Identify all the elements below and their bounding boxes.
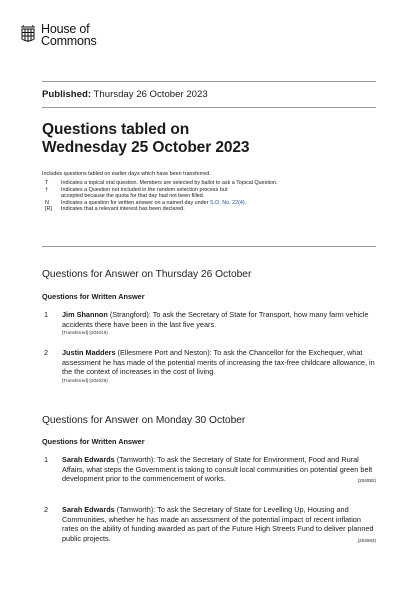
legend-symbol: T xyxy=(45,180,49,186)
logo-line1: House of xyxy=(41,22,90,36)
question-body xyxy=(62,310,376,336)
section-heading: Questions for Answer on Thursday 26 October xyxy=(42,269,252,280)
standing-order-link[interactable]: S.O. No. 22(4) xyxy=(209,199,245,206)
legend-symbol: † xyxy=(45,186,48,193)
legend-text: Indicates a topical oral question. Members are selected by ballot to ask a Topical Question. xyxy=(61,180,278,186)
legend-row xyxy=(42,206,372,213)
section-subheading: Questions for Written Answer xyxy=(42,437,145,446)
constituency: (Strangford): xyxy=(109,310,151,319)
page-title xyxy=(42,121,249,157)
constituency: (Ellesmere Port and Neston): xyxy=(117,348,212,357)
question-item xyxy=(42,505,376,545)
question-number: 2 xyxy=(44,505,49,514)
question-number: 2 xyxy=(44,348,49,357)
house-of-commons-logo xyxy=(19,24,97,47)
member-name: Sarah Edwards xyxy=(62,455,115,464)
question-body xyxy=(62,348,376,384)
published-line xyxy=(42,89,208,100)
question-item xyxy=(42,455,376,486)
question-number: 1 xyxy=(44,310,49,319)
constituency: (Tamworth): xyxy=(116,455,156,464)
question-text: To ask the Secretary of State for Levelling Up, Housing and Communities, whether he has made an assessment of the potential impact of recent inflation rates on the ability of funding awarded as part of the Future High Streets Fund to deliver planned public projects. xyxy=(62,505,374,543)
legend-symbol: N xyxy=(45,199,49,206)
legend-text: Indicates that a relevant interest has been declared. xyxy=(61,206,185,213)
question-item xyxy=(42,310,376,336)
legend-text: Indicates a Question not included in the random selection process but accepted because the quota for that day had not been filled. xyxy=(61,186,228,200)
legend-row xyxy=(42,187,372,200)
published-label: Published: xyxy=(42,89,92,100)
logo-line2: Commons xyxy=(41,33,97,48)
member-name: Jim Shannon xyxy=(62,310,108,319)
divider xyxy=(42,81,376,82)
divider xyxy=(42,246,376,247)
question-number: 1 xyxy=(44,455,49,464)
question-text: To ask the Secretary of State for Environment, Food and Rural Affairs, what steps the Government is taking to consult local communities on potential green belt development prior to the commencement of works. xyxy=(62,455,373,484)
question-text: To ask the Chancellor for the Exchequer, what assessment he has made of the potential merits of increasing the tax-free childcare allowance, in the the context of increases in the cost of living. xyxy=(62,348,375,377)
question-reference: [Transferred] (204026) xyxy=(62,377,108,383)
question-item xyxy=(42,348,376,384)
symbol-legend xyxy=(42,180,372,213)
legend-row xyxy=(42,180,372,187)
portcullis-icon xyxy=(19,24,37,44)
legend-text: Indicates a question for written answer on a named day under xyxy=(61,199,210,206)
question-reference: [Transferred] (204019) xyxy=(62,330,108,336)
question-reference: (204082) xyxy=(357,478,376,484)
legend-text-container xyxy=(61,200,246,207)
divider xyxy=(42,107,376,108)
legend-suffix: . xyxy=(244,199,247,206)
intro-text: Includes questions tabled on earlier days which have been transferred. xyxy=(42,171,211,177)
title-line1: Questions tabled on xyxy=(42,121,190,138)
legend-row xyxy=(42,200,372,207)
section-heading: Questions for Answer on Monday 30 October xyxy=(42,415,246,426)
logo-wordmark xyxy=(41,24,97,47)
member-name: Sarah Edwards xyxy=(62,505,115,514)
question-reference: (204083) xyxy=(357,537,376,543)
question-text: To ask the Secretary of State for Transport, how many farm vehicle accidents there have been in the last five years. xyxy=(62,310,369,329)
question-body xyxy=(62,455,376,486)
title-line2: Wednesday 25 October 2023 xyxy=(42,139,250,156)
section-subheading: Questions for Written Answer xyxy=(42,292,145,301)
published-date: Thursday 26 October 2023 xyxy=(93,89,208,100)
legend-symbol: [R] xyxy=(45,206,52,213)
constituency: (Tamworth): xyxy=(116,505,156,514)
question-body xyxy=(62,505,376,545)
member-name: Justin Madders xyxy=(62,348,116,357)
